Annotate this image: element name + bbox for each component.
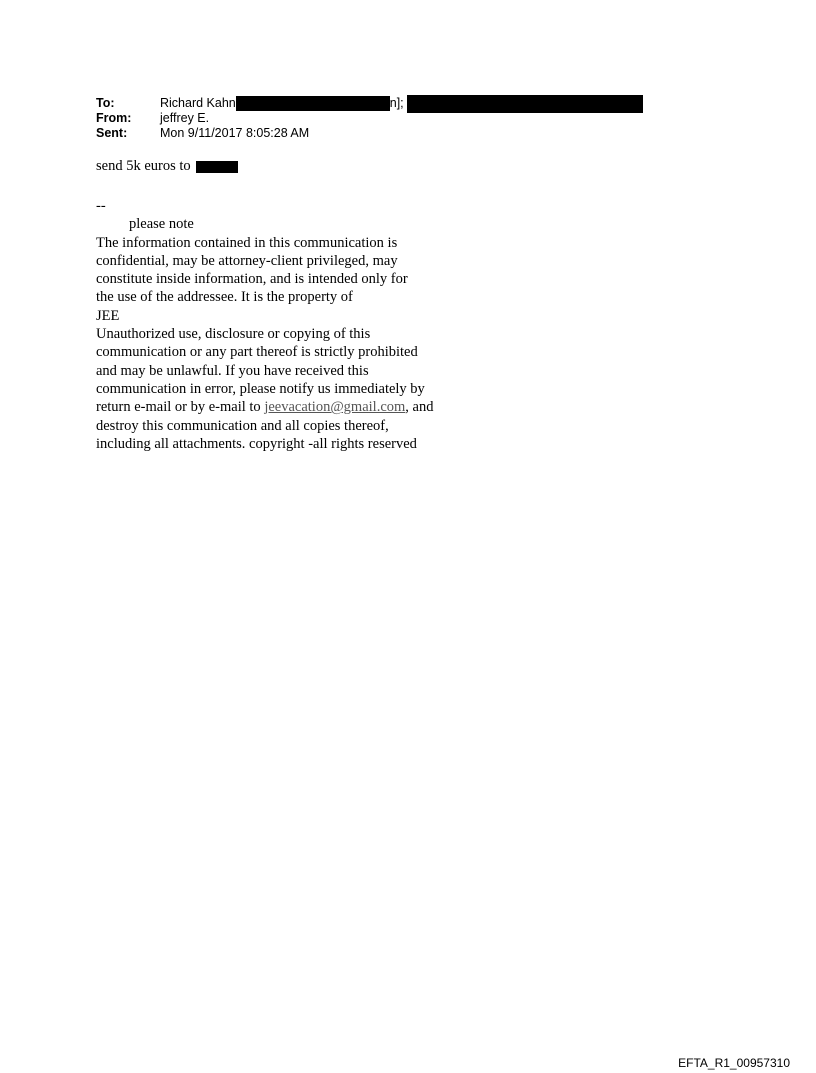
- from-row: [96, 111, 643, 126]
- disclaimer-line: communication in error, please notify us immediately by: [96, 380, 425, 397]
- email-header: [96, 96, 643, 141]
- disclaimer-line: The information contained in this communication is: [96, 234, 398, 251]
- email-link[interactable]: jeevacation@gmail.com: [264, 399, 406, 416]
- email-prefix: return e-mail or by e-mail to: [96, 399, 265, 416]
- disclaimer-line: communication or any part thereof is strictly prohibited: [96, 344, 418, 361]
- to-row: [96, 96, 643, 111]
- from-label: From:: [96, 111, 132, 125]
- sent-value: Mon 9/11/2017 8:05:28 AM: [160, 126, 310, 140]
- document-id: EFTA_R1_00957310: [678, 1056, 790, 1070]
- disclaimer-line: confidential, may be attorney-client privileged, may: [96, 252, 398, 269]
- disclaimer-email-line: [96, 398, 433, 416]
- sent-row: [96, 126, 643, 141]
- disclaimer-line: and may be unlawful. If you have received this: [96, 362, 369, 379]
- sent-label: Sent:: [96, 126, 128, 140]
- disclaimer-line: the use of the addressee. It is the property of: [96, 289, 353, 306]
- to-tail: n];: [389, 96, 404, 110]
- to-label: To:: [96, 96, 115, 110]
- disclaimer-line: JEE: [96, 307, 120, 324]
- disclaimer-line: Unauthorized use, disclosure or copying of this: [96, 326, 371, 343]
- message-text: send 5k euros to: [96, 158, 191, 174]
- disclaimer-line: including all attachments. copyright -all rights reserved: [96, 435, 417, 452]
- signature-block: [96, 197, 433, 453]
- message-body: [96, 157, 238, 175]
- redaction-box: [196, 161, 238, 173]
- from-value: jeffrey E.: [160, 111, 210, 125]
- email-suffix: , and: [405, 399, 434, 416]
- disclaimer-line: destroy this communication and all copies thereof,: [96, 417, 389, 434]
- disclaimer-line: constitute inside information, and is intended only for: [96, 271, 408, 288]
- signature-note: please note: [129, 216, 194, 233]
- redaction-box: [236, 96, 390, 111]
- to-name: Richard Kahn: [160, 96, 236, 110]
- signature-dashes: --: [96, 198, 106, 214]
- redaction-box: [407, 95, 643, 113]
